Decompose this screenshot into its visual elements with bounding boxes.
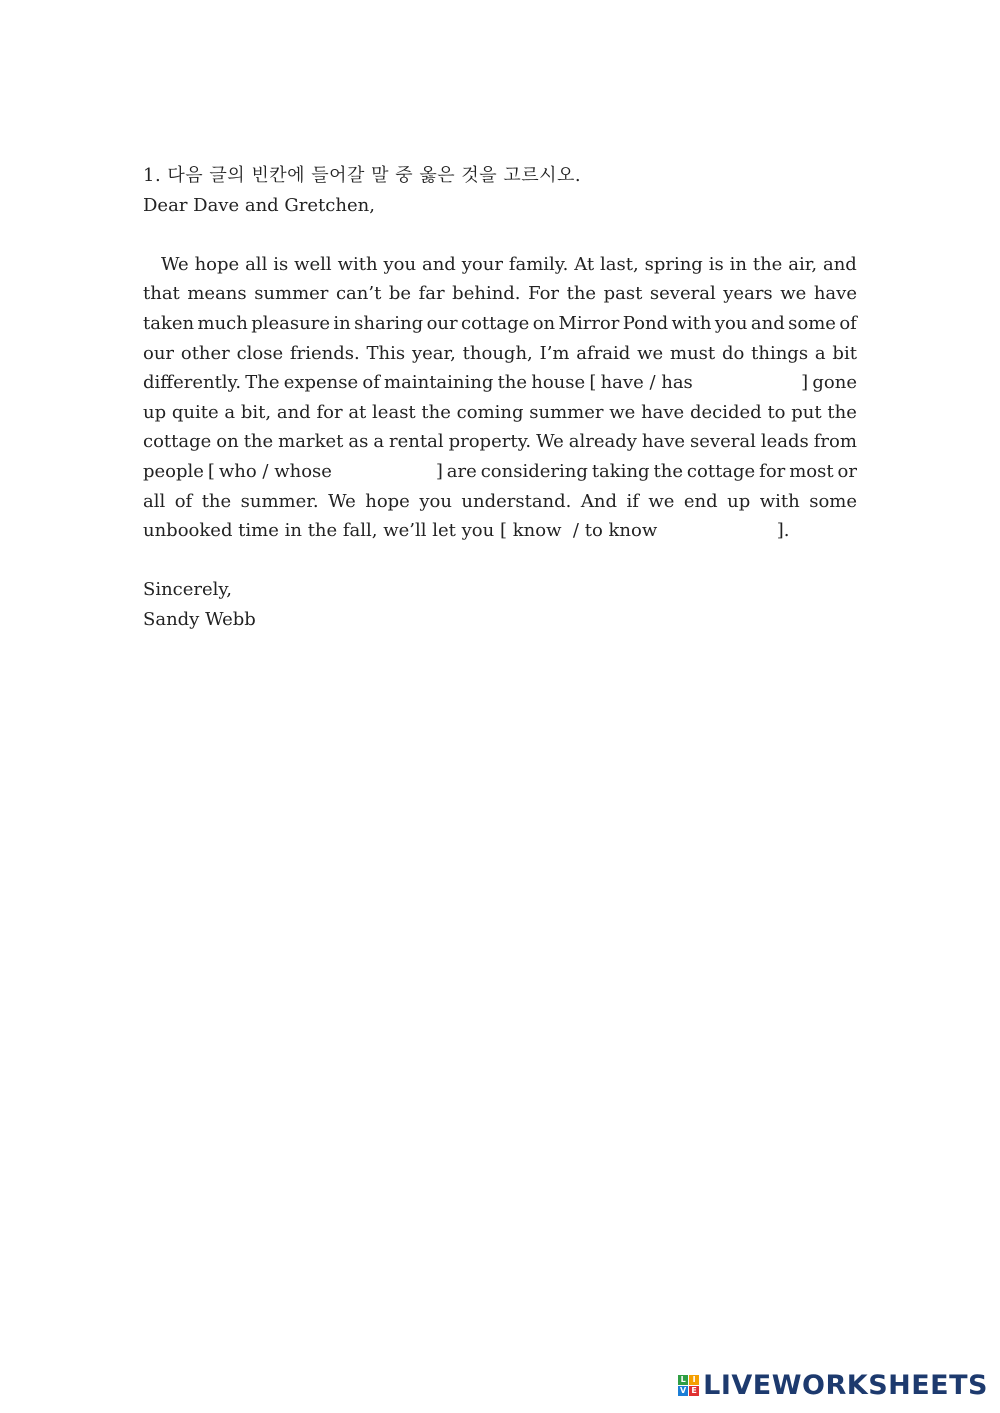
word: a [224, 401, 236, 423]
letter-line-4 [143, 339, 857, 369]
word: up [143, 401, 167, 423]
word: have [813, 283, 857, 305]
word: summer [254, 283, 329, 305]
word: some [809, 490, 857, 512]
word: must [670, 342, 716, 364]
word: afraid [576, 342, 631, 364]
word: least [372, 401, 416, 423]
word: cottage [686, 460, 756, 482]
line10-text: unbooked time in the fall, we’ll let you [143, 520, 495, 542]
word: on [532, 312, 556, 334]
word: summer. [240, 490, 319, 512]
word: in [333, 312, 351, 334]
word: in [729, 253, 747, 275]
word: or [837, 460, 857, 482]
letter-line-2 [143, 279, 857, 309]
word: We [161, 253, 189, 275]
word: property. [448, 431, 532, 453]
word: you [714, 312, 748, 334]
blank1-open: [ [589, 372, 597, 394]
word: you [383, 253, 417, 275]
word: our [143, 342, 175, 364]
word: the [421, 401, 451, 423]
word: expense [283, 372, 359, 394]
word: most [789, 460, 834, 482]
word: past [603, 283, 643, 305]
blank2-answer-space[interactable] [336, 457, 432, 487]
word: things [751, 342, 809, 364]
word: the [243, 431, 274, 453]
word: last, [600, 253, 639, 275]
word: cottage [143, 431, 212, 453]
letter-line-6 [143, 398, 857, 428]
logo-text: LIVEWORKSHEETS [703, 1370, 988, 1401]
blank2-close: ] [435, 460, 443, 482]
word: considering [480, 460, 588, 482]
word: we [637, 342, 664, 364]
word: friends. [289, 342, 360, 364]
word: the [566, 283, 597, 305]
letter-line-9 [143, 487, 857, 517]
blank3-open: [ [499, 520, 507, 542]
word: much [197, 312, 248, 334]
word: from [813, 431, 857, 453]
letter-line-5 [143, 368, 857, 398]
letter-line-8 [143, 457, 857, 487]
word: of [362, 372, 380, 394]
word: put [791, 401, 822, 423]
word: I’m [539, 342, 570, 364]
word: and [421, 253, 456, 275]
word: of [839, 312, 857, 334]
word: well [294, 253, 332, 275]
word: hope [365, 490, 410, 512]
word: Mirror [558, 312, 620, 334]
signature: Sandy Webb [143, 608, 256, 630]
word: end [683, 490, 718, 512]
word: summer [529, 401, 604, 423]
word: taking [591, 460, 650, 482]
word: understand. [461, 490, 572, 512]
word: decided [689, 401, 762, 423]
word: up [727, 490, 751, 512]
word: our [426, 312, 458, 334]
word: gone [812, 372, 857, 394]
word: your [461, 253, 503, 275]
word: as [348, 431, 369, 453]
word: At [574, 253, 595, 275]
word: do [721, 342, 745, 364]
word: pleasure [251, 312, 330, 334]
spacer [143, 546, 857, 576]
word: for [759, 460, 786, 482]
word: and [276, 401, 311, 423]
word: already [568, 431, 637, 453]
word: with [759, 490, 800, 512]
word: leads [760, 431, 809, 453]
word: is [273, 253, 289, 275]
question-title: 1. 다음 글의 빈칸에 들어갈 말 중 옳은 것을 고르시오. [143, 165, 582, 186]
word: the [752, 253, 783, 275]
blank2-open: [ [207, 460, 215, 482]
spacer [143, 220, 857, 250]
word: several [649, 283, 716, 305]
word: means [187, 283, 247, 305]
word: have [641, 401, 685, 423]
word: We [328, 490, 356, 512]
word: spring [644, 253, 703, 275]
word: far [418, 283, 445, 305]
logo-letter: E [689, 1386, 699, 1396]
word: taken [143, 312, 195, 334]
word: quite [171, 401, 219, 423]
word: house [531, 372, 586, 394]
blank1-answer-space[interactable] [697, 368, 797, 398]
word: are [446, 460, 477, 482]
logo-letter: L [678, 1375, 688, 1385]
word: and [822, 253, 857, 275]
word: all [245, 253, 268, 275]
word: year, [411, 342, 456, 364]
letter-line-3 [143, 309, 857, 339]
logo-letter: I [689, 1375, 699, 1385]
word: Pond [622, 312, 669, 334]
word: sharing [354, 312, 424, 334]
letter-line-7 [143, 427, 857, 457]
word: maintaining [384, 372, 494, 394]
word: cottage [461, 312, 530, 334]
word: a [373, 431, 385, 453]
word: if [626, 490, 639, 512]
word: some [788, 312, 836, 334]
word: behind. [452, 283, 521, 305]
word: for [316, 401, 343, 423]
word: rental [389, 431, 444, 453]
word: is [708, 253, 724, 275]
word: For [528, 283, 560, 305]
word: several [690, 431, 756, 453]
logo-letter: V [680, 1386, 687, 1395]
word: be [388, 283, 412, 305]
blank3-choice[interactable]: know / to know [512, 520, 658, 542]
word: market [278, 431, 344, 453]
word: on [216, 431, 239, 453]
word: we [780, 283, 807, 305]
word: air, [788, 253, 818, 275]
word: we [609, 401, 636, 423]
letter-line-1 [143, 250, 857, 280]
word: the [201, 490, 232, 512]
word: can’t [335, 283, 382, 305]
blank2-choice[interactable]: who / whose [218, 460, 332, 482]
word: have [641, 431, 686, 453]
word: with [337, 253, 378, 275]
word: other [180, 342, 230, 364]
word: The [245, 372, 280, 394]
word: We [536, 431, 564, 453]
word: a [814, 342, 826, 364]
blank1-choice[interactable]: have / has [600, 372, 693, 394]
word: and [750, 312, 785, 334]
word: the [653, 460, 683, 482]
word: family. [508, 253, 569, 275]
word: differently. [143, 372, 242, 394]
word: that [143, 283, 180, 305]
worksheet-content [143, 161, 857, 635]
closing: Sincerely, [143, 579, 232, 601]
word: the [497, 372, 528, 394]
word: This [366, 342, 406, 364]
word: close [236, 342, 284, 364]
letter-line-10 [143, 516, 857, 546]
word: coming [456, 401, 524, 423]
word: bit [832, 342, 857, 364]
word: years [723, 283, 773, 305]
word: of [174, 490, 193, 512]
word: all [143, 490, 166, 512]
word: we [648, 490, 675, 512]
word: though, [462, 342, 533, 364]
blank3-close: ]. [776, 520, 790, 542]
word: you [419, 490, 452, 512]
word: the [827, 401, 857, 423]
word: And [580, 490, 617, 512]
word: bit, [240, 401, 272, 423]
word: at [348, 401, 367, 423]
logo-grid-icon [678, 1375, 699, 1396]
salutation: Dear Dave and Gretchen, [143, 194, 375, 216]
word: to [767, 401, 786, 423]
word: with [671, 312, 712, 334]
blank1-close: ] [801, 372, 809, 394]
liveworksheets-logo [678, 1370, 988, 1401]
word: people [143, 460, 204, 482]
word: hope [194, 253, 240, 275]
